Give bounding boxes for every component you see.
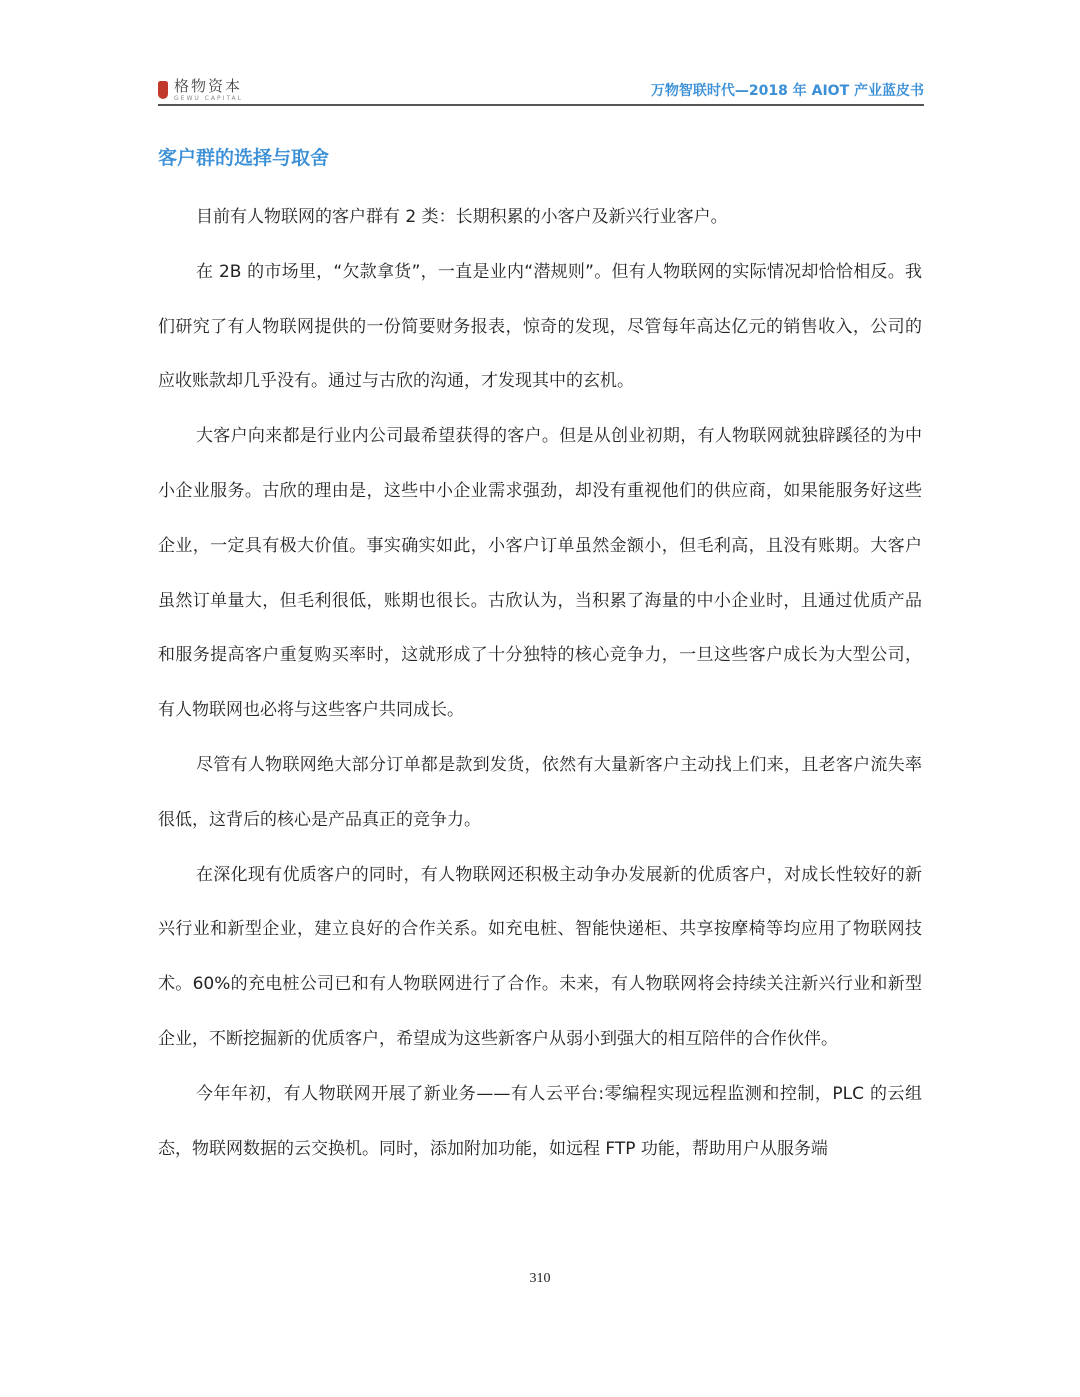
paragraph: 在 2B 的市场里，“欠款拿货”，一直是业内“潜规则”。但有人物联网的实际情况却恰恰相反。我们研究了有人物联网提供的一份简要财务报表，惊奇的发现，尽管每年高达亿元的销售收入，公司的应收账款却几乎没有。通过与古欣的沟通，才发现其中的玄机。 [158,261,922,392]
section-heading: 客户群的选择与取舍 [158,147,330,169]
paragraph: 目前有人物联网的客户群有 2 类：长期积累的小客户及新兴行业客户。 [196,207,728,227]
logo-seal-icon [158,81,168,99]
paragraph: 尽管有人物联网绝大部分订单都是款到发货，依然有大量新客户主动找上们来，且老客户流失率很低，这背后的核心是产品真正的竞争力。 [158,754,922,830]
page-number: 310 [529,1271,551,1286]
page-header [158,72,924,106]
header-divider [158,104,924,106]
paragraph: 今年年初，有人物联网开展了新业务——有人云平台:零编程实现远程监测和控制，PLC 的云组态，物联网数据的云交换机。同时，添加附加功能，如远程 FTP 功能，帮助用户从服务端 [158,1083,922,1159]
paragraph: 在深化现有优质客户的同时，有人物联网还积极主动争办发展新的优质客户，对成长性较好的新兴行业和新型企业，建立良好的合作关系。如充电桩、智能快递柜、共享按摩椅等均应用了物联网技术。60%的充电桩公司已和有人物联网进行了合作。未来，有人物联网将会持续关注新兴行业和新型企业，不断挖掘新的优质客户，希望成为这些新客户从弱小到强大的相互陪伴的合作伙伴。 [158,864,922,1049]
body-text [158,190,922,1176]
logo-name-en: GEWU CAPITAL [174,94,243,102]
paragraph: 大客户向来都是行业内公司最希望获得的客户。但是从创业初期，有人物联网就独辟蹊径的为中小企业服务。古欣的理由是，这些中小企业需求强劲，却没有重视他们的供应商，如果能服务好这些企业，一定具有极大价值。事实确实如此，小客户订单虽然金额小，但毛利高，且没有账期。大客户虽然订单量大，但毛利很低，账期也很长。古欣认为，当积累了海量的中小企业时，且通过优质产品和服务提高客户重复购买率时，这就形成了十分独特的核心竞争力，一旦这些客户成长为大型公司，有人物联网也必将与这些客户共同成长。 [158,426,922,721]
document-title: 万物智联时代—2018 年 AIOT 产业蓝皮书 [650,83,924,99]
logo-text [174,76,243,102]
logo-name-cn: 格物资本 [174,76,243,95]
company-logo [158,76,243,104]
